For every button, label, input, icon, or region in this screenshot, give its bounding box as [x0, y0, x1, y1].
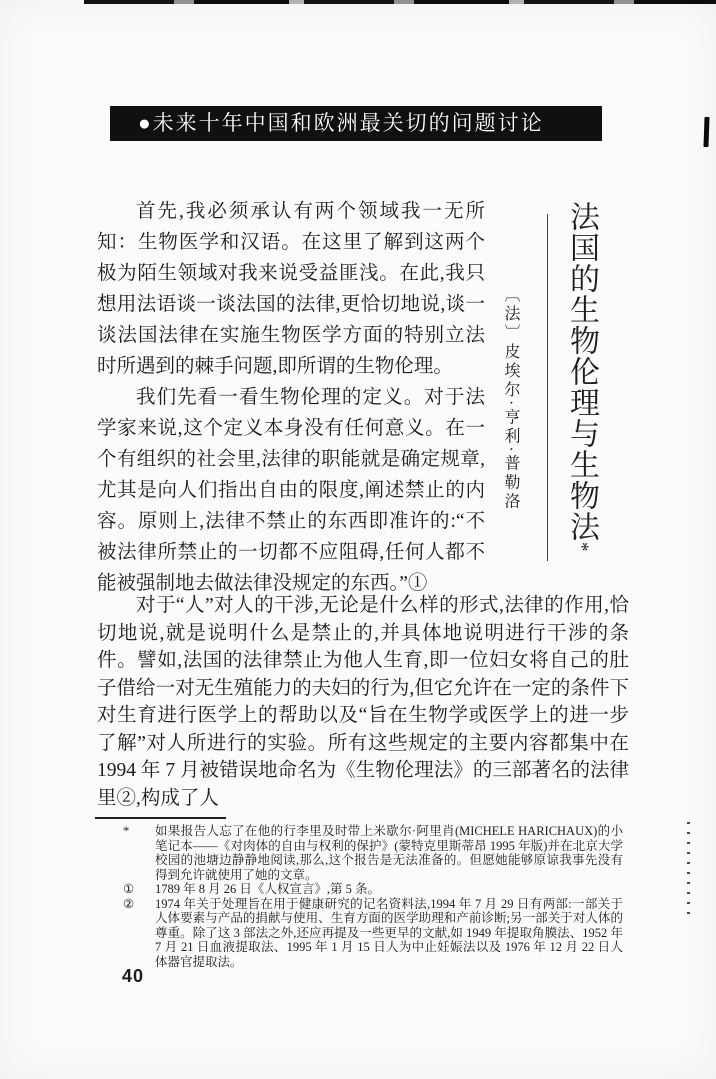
title-divider-rule	[547, 214, 548, 561]
section-header-bar	[110, 106, 602, 141]
footnote-text: 1974 年关于处理旨在用于健康研究的记名资料法,1994 年 7 月 29 日有两部:一部关于人体要素与产品的捐献与使用、生育方面的医学助理和产前诊断;另一部关于对人体的尊重。除了这 3 部法之外,还应再提及一些更早的文献,如 1949 年提取角膜法、1952 年 7 月 21 日血液提取法、1995 年 1 月 15 日人为中止妊娠法以及 1976 年 12 月 22 日人体器官提取法。	[155, 896, 623, 969]
title-footnote-marker: *	[571, 542, 592, 552]
author-name: 〔法〕皮埃尔·亨利·普勒洛	[502, 286, 519, 512]
article-body-wide-column	[97, 592, 629, 812]
footnote-marker: ②	[123, 896, 135, 911]
article-body-narrow-column	[97, 196, 485, 599]
footnote-item	[123, 824, 623, 882]
footnote-item	[123, 882, 623, 897]
paragraph: 我们先看一看生物伦理的定义。对于法学家来说,这个定义本身没有任何意义。在一个有组织的社会里,法律的职能就是确定规章,尤其是向人们指出自由的限度,阐述禁止的内容。原则上,法律不禁止的东西即准许的:“不被法律所禁止的一切都不应阻碍,任何人都不能被强制地去做法律没规定的东西。”①	[97, 387, 485, 594]
article-title-vertical	[566, 201, 596, 573]
article-title-text: 法国的生物伦理与生物法	[565, 201, 598, 542]
footnotes-block	[123, 824, 623, 969]
scan-perforation-dots	[687, 822, 690, 914]
footnote-marker: *	[123, 824, 130, 838]
scan-edge-artifact-right	[703, 117, 709, 147]
footnote-text: 1789 年 8 月 26 日《人权宣言》,第 5 条。	[155, 882, 381, 896]
scan-edge-artifact-top	[84, 0, 716, 4]
footnote-marker: ①	[123, 882, 135, 896]
footnote-separator-rule	[95, 817, 226, 819]
paragraph: 首先,我必须承认有两个领域我一无所知：生物医学和汉语。在这里了解到这两个极为陌生领域对我来说受益匪浅。在此,我只想用法语谈一谈法国的法律,更恰切地说,谈一谈法国法律在实施生物医学方面的特别立法时所遇到的棘手问题,即所谓的生物伦理。	[97, 201, 485, 377]
section-header-text: ●未来十年中国和欧洲最关切的问题讨论	[138, 111, 544, 135]
footnote-item	[123, 897, 623, 970]
paragraph: 对于“人”对人的干涉,无论是什么样的形式,法律的作用,恰切地说,就是说明什么是禁止的,并具体地说明进行干涉的条件。譬如,法国的法律禁止为他人生育,即一位妇女将自己的肚子借给一对无生殖能力的夫妇的行为,但它允许在一定的条件下对生育进行医学上的帮助以及“旨在生物学或医学上的进一步了解”对人所进行的实验。所有这些规定的主要内容都集中在 1994 年 7 月被错误地命名为《生物伦理法》的三部著名的法律里②,构成了人	[97, 595, 629, 809]
page-number: 40	[122, 966, 145, 986]
article-author-vertical	[502, 286, 518, 552]
footnote-text: 如果报告人忘了在他的行李里及时带上米歇尔·阿里肖(MICHELE HARICHAUX)的小笔记本——《对肉体的自由与权利的保护》(蒙特克里斯蒂昂 1995 年版)并在北京大学校园的池塘边静静地阅读,那么,这个报告是无法准备的。但愿她能够原谅我事先没有得到允许就使用了她的文章。	[155, 824, 623, 882]
